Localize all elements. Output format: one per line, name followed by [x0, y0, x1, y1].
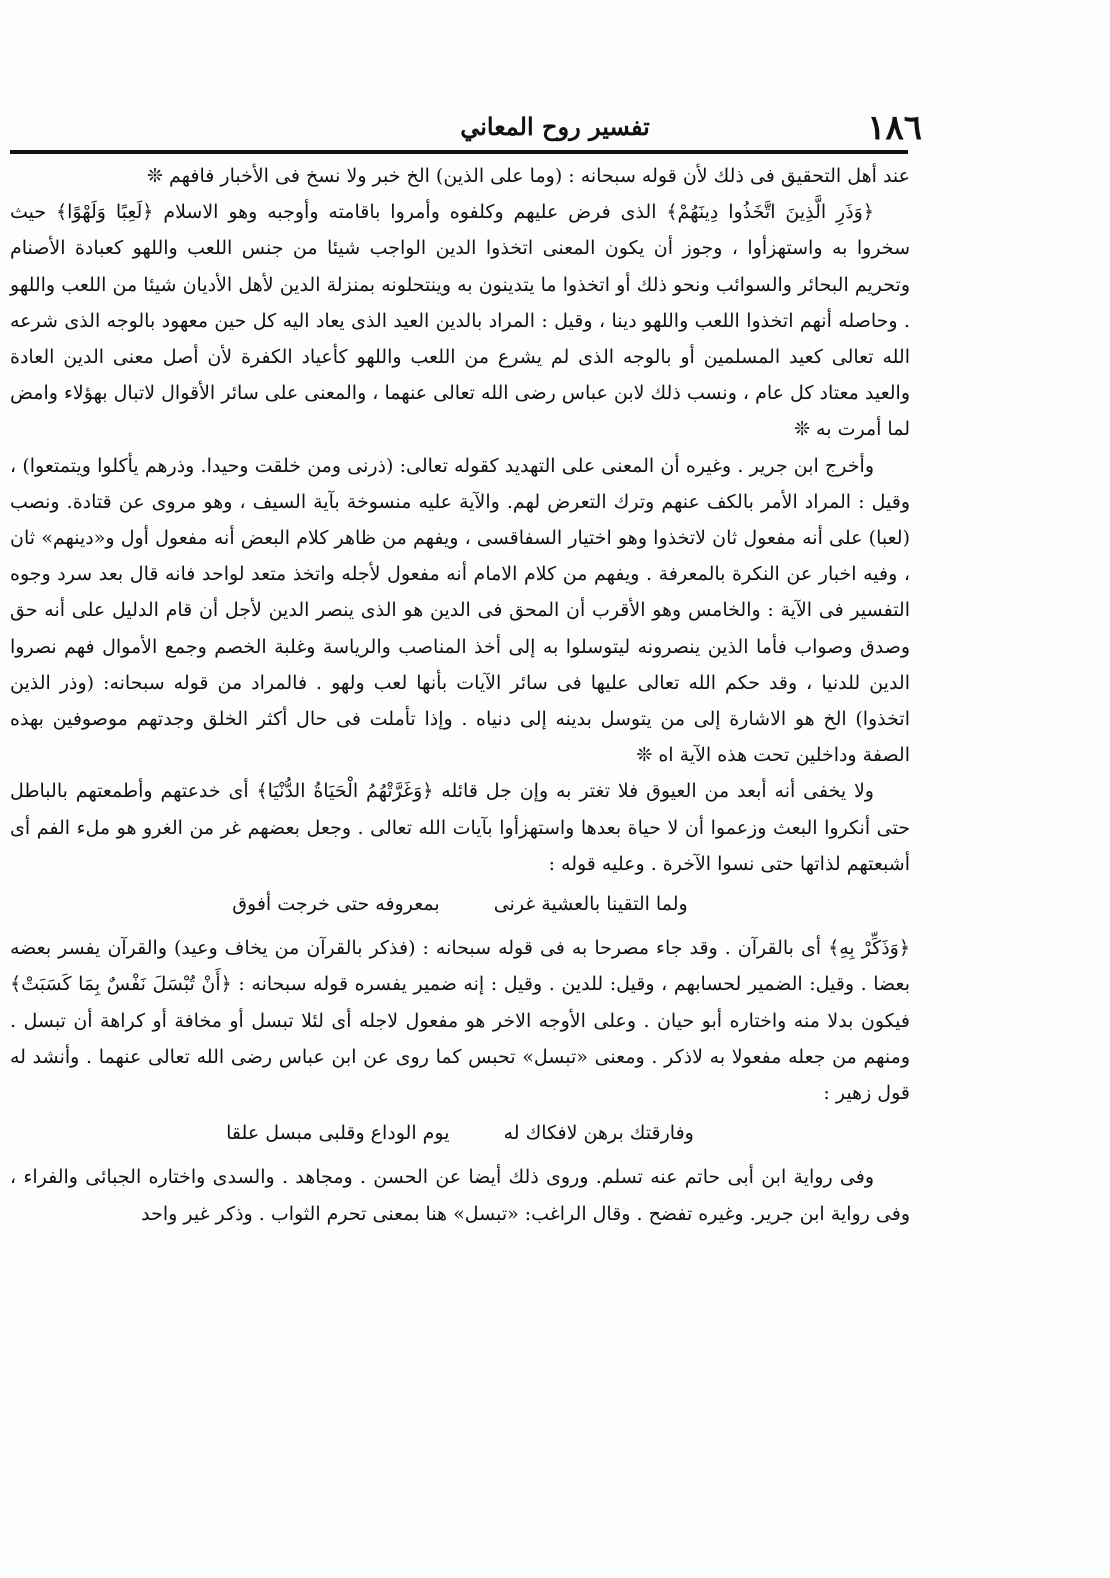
paragraph-4: ولا يخفى أنه أبعد من العيوق فلا تغتر به وإن جل قائله ﴿وَغَرَّتْهُمُ الْحَيَاةُ الدُّنْيَا﴾ أى خدعتهم وأطمعتهم بالباطل حتى أنكروا البعث وزعموا أن لا حياة بعدها واستهزأوا بآيات الله تعالى . وجعل بعضهم غر من الغرو هو ملء الفم أى أشبعتهم لذاتها حتى نسوا الآخرة . وعليه قوله :: [10, 780, 910, 875]
page-body: [10, 158, 910, 1232]
verse-1-second-hemistich: بمعروفه حتى خرجت أفوق: [232, 893, 440, 916]
verse-1-first-hemistich: ولما التقينا بالعشية غرنى: [493, 893, 688, 916]
page-header: [0, 108, 1110, 152]
header-rule: [10, 150, 908, 154]
running-title: تفسير روح المعاني: [460, 112, 650, 141]
paragraph-1: عند أهل التحقيق فى ذلك لأن قوله سبحانه : (وما على الذين) الخ خبر ولا نسخ فى الأخبار فافهم ❊: [147, 165, 910, 187]
verse-2-first-hemistich: وفارقتك برهن لافكاك له: [503, 1122, 694, 1145]
paragraph-6: وفى رواية ابن أبى حاتم عنه تسلم. وروى ذلك أيضا عن الحسن . ومجاهد . والسدى واختاره الجبائى والفراء ، وفى رواية ابن جرير. وغيره تفضح . وقال الراغب: «تبسل» هنا بمعنى تحرم الثواب . وذكر غير واحد: [10, 1166, 910, 1225]
paragraph-5: ﴿وَذَكِّرْ بِهِ﴾ أى بالقرآن . وقد جاء مصرحا به فى قوله سبحانه : (فذكر بالقرآن من يخاف وعيد) والقرآن يفسر بعضه بعضا . وقيل: الضمير لحسابهم ، وقيل: للدين . وقيل : إنه ضمير يفسره قوله سبحانه : ﴿أَنْ تُبْسَلَ نَفْسٌ بِمَا كَسَبَتْ﴾ فيكون بدلا منه واختاره أبو حيان . وعلى الأوجه الاخر هو مفعول لاجله أى لئلا تبسل أو مخافة أو كراهة أن تبسل . ومنهم من جعله مفعولا به لاذكر . ومعنى «تبسل» تحبس كما روى عن ابن عباس رضى الله تعالى عنهما . وأنشد له قول زهير :: [10, 937, 910, 1105]
paragraph-3: وأخرج ابن جرير . وغيره أن المعنى على التهديد كقوله تعالى: (ذرنى ومن خلقت وحيدا. وذرهم يأكلوا ويتمتعوا) ، وقيل : المراد الأمر بالكف عنهم وترك التعرض لهم. والآية عليه منسوخة بآية السيف ، وهو مروى عن قتادة. ونصب (لعبا) على أنه مفعول ثان لاتخذوا وهو اختيار السفاقسى ، ويفهم من ظاهر كلام البعض أنه مفعول أول و«دينهم» ثان ، وفيه اخبار عن النكرة بالمعرفة . ويفهم من كلام الامام أنه مفعول لأجله واتخذ متعد لواحد فانه قال بعد سرد وجوه التفسير فى الآية : والخامس وهو الأقرب أن المحق فى الدين هو الذى ينصر الدين لأجل أن قام الدليل على أنه حق وصدق وصواب فأما الذين ينصرونه ليتوسلوا به إلى أخذ المناصب والرياسة وغلبة الخصم وجمع الأموال فهم نصروا الدين للدنيا ، وقد حكم الله تعالى عليها فى سائر الآيات بأنها لعب ولهو . فالمراد من قوله سبحانه: (وذر الذين اتخذوا) الخ هو الاشارة إلى من يتوسل بدينه إلى دنياه . وإذا تأملت فى حال أكثر الخلق وجدتهم موصوفين بهذه الصفة وداخلين تحت هذه الآية اه ❊: [10, 454, 910, 767]
poetry-verse-1: [10, 886, 910, 922]
poetry-verse-2: [10, 1115, 910, 1151]
verse-2-second-hemistich: يوم الوداع وقلبى مبسل علقا: [226, 1122, 450, 1145]
page-number: ١٨٦: [867, 108, 922, 148]
paragraph-2: ﴿وَذَرِ الَّذِينَ اتَّخَذُوا دِينَهُمْ﴾ الذى فرض عليهم وكلفوه وأمروا باقامته وأوجبه وهو الاسلام ﴿لَعِبًا وَلَهْوًا﴾ حيث سخروا به واستهزأوا ، وجوز أن يكون المعنى اتخذوا الدين الواجب شيئا من جنس اللعب واللهو كعبادة الأصنام وتحريم البحائر والسوائب ونحو ذلك أو اتخذوا ما يتدينون به وينتحلونه بمنزلة الدين لأهل الأديان شيئا من اللعب واللهو . وحاصله أنهم اتخذوا اللعب واللهو دينا ، وقيل : المراد بالدين العيد الذى يعاد اليه كل حين معهود بالوجه الذى شرعه الله تعالى كعيد المسلمين أو بالوجه الذى لم يشرع من اللعب واللهو كأعياد الكفرة لأن أصل معنى الدين العادة والعيد معتاد كل عام ، ونسب ذلك لابن عباس رضى الله تعالى عنهما ، والمعنى على سائر الأقوال لاتبال بهؤلاء وامض لما أمرت به ❊: [10, 201, 910, 441]
